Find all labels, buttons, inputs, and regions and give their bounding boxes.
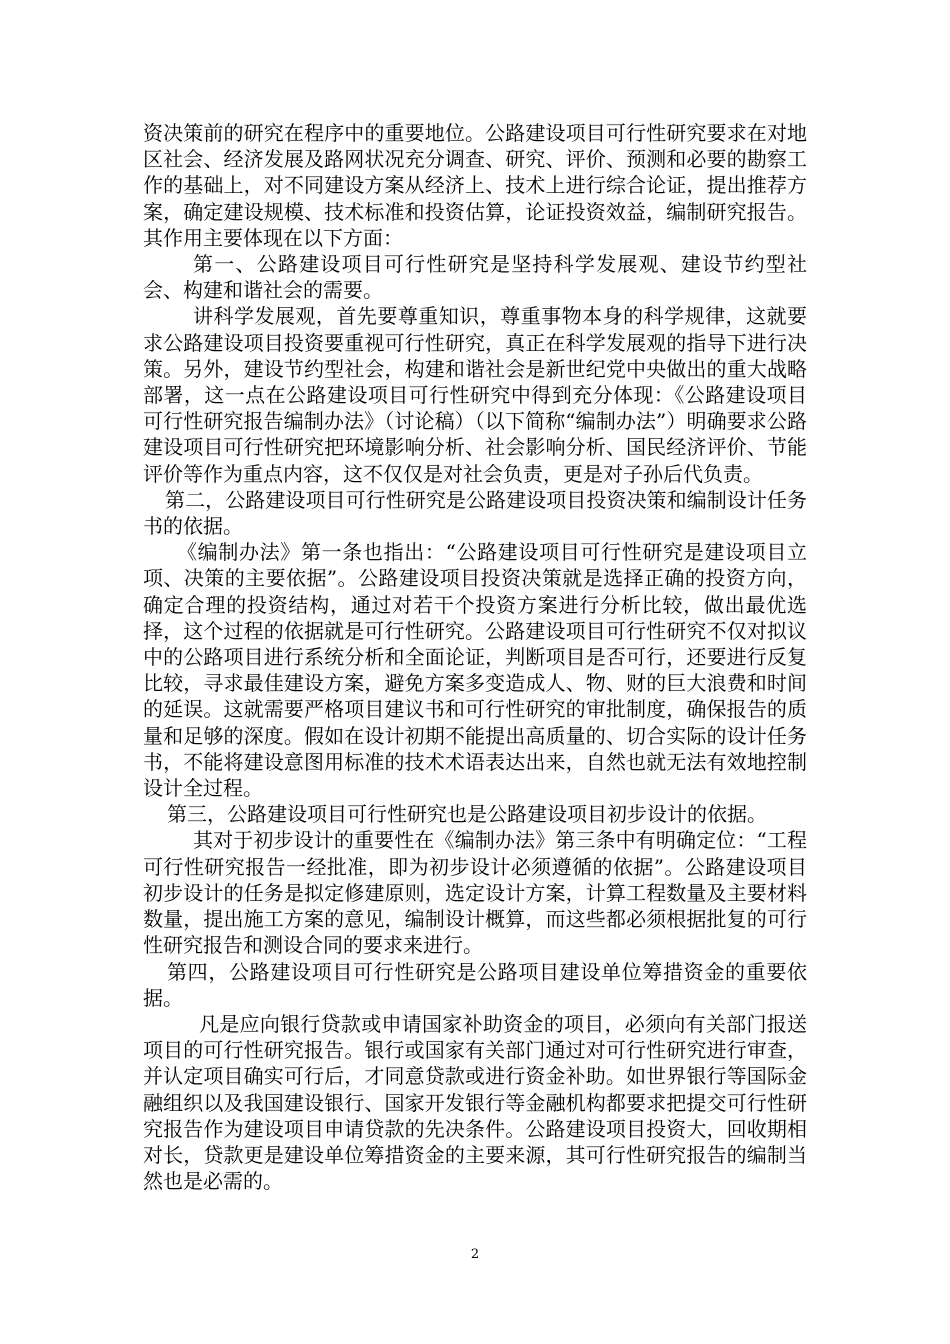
paragraph-point-one-body: 讲科学发展观，首先要尊重知识，尊重事物本身的科学规律，这就要求公路建设项目投资要重视可行性研究，真正在科学发展观的指导下进行决策。另外，建设节约型社会，构建和谐社会是新世纪党中央做出的重大战略部署，这一点在公路建设项目可行性研究中得到充分体现：《公路建设项目可行性研究报告编制办法》（讨论稿）（以下简称“编制办法”）明确要求公路建设项目可行性研究把环境影响分析、社会影响分析、国民经济评价、节能评价等作为重点内容，这不仅仅是对社会负责，更是对子孙后代负责。 [143, 304, 807, 486]
paragraph-point-three-body: 其对于初步设计的重要性在《编制办法》第三条中有明确定位：“工程可行性研究报告一经批准，即为初步设计必须遵循的依据”。公路建设项目初步设计的任务是拟定修建原则，选定设计方案，计算工程数量及主要材料数量，提出施工方案的意见，编制设计概算，而这些都必须根据批复的可行性研究报告和测设合同的要求来进行。 [143, 828, 807, 958]
paragraph-point-four-body: 凡是应向银行贷款或申请国家补助资金的项目，必须向有关部门报送项目的可行性研究报告。银行或国家有关部门通过对可行性研究进行审查，并认定项目确实可行后，才同意贷款或进行资金补助。如世界银行等国际金融组织以及我国建设银行、国家开发银行等金融机构都要求把提交可行性研究报告作为建设项目申请贷款的先决条件。公路建设项目投资大，回收期相对长，贷款更是建设单位筹措资金的主要来源，其可行性研究报告的编制当然也是必需的。 [143, 1011, 807, 1194]
paragraph-point-one-heading: 第一、公路建设项目可行性研究是坚持科学发展观、建设节约型社会、构建和谐社会的需要。 [143, 252, 807, 303]
document-body [143, 120, 807, 1194]
paragraph-point-four-heading: 第四，公路建设项目可行性研究是公路项目建设单位筹措资金的重要依据。 [143, 959, 807, 1010]
page-number: 2 [470, 1247, 480, 1262]
paragraph-point-two-heading: 第二，公路建设项目可行性研究是公路建设项目投资决策和编制设计任务书的依据。 [143, 487, 807, 539]
paragraph-point-three-heading: 第三，公路建设项目可行性研究也是公路建设项目初步设计的依据。 [167, 802, 767, 827]
paragraph-intro-continuation: 资决策前的研究在程序中的重要地位。公路建设项目可行性研究要求在对地区社会、经济发展及路网状况充分调查、研究、评价、预测和必要的勘察工作的基础上，对不同建设方案从经济上、技术上进行综合论证，提出推荐方案，确定建设规模、技术标准和投资估算，论证投资效益，编制研究报告。其作用主要体现在以下方面： [143, 121, 807, 250]
paragraph-point-two-body: 《编制办法》第一条也指出：“公路建设项目可行性研究是建设项目立项、决策的主要依据”。公路建设项目投资决策就是选择正确的投资方向，确定合理的投资结构，通过对若干个投资方案进行分析比较，做出最优选择，这个过程的依据就是可行性研究。公路建设项目可行性研究不仅对拟议中的公路项目进行系统分析和全面论证，判断项目是否可行，还要进行反复比较，寻求最佳建设方案，避免方案多变造成人、物、财的巨大浪费和时间的延误。这就需要严格项目建议书和可行性研究的审批制度，确保报告的质量和足够的深度。假如在设计初期不能提出高质量的、切合实际的设计任务书，不能将建设意图用标准的技术术语表达出来，自然也就无法有效地控制设计全过程。 [143, 540, 807, 801]
